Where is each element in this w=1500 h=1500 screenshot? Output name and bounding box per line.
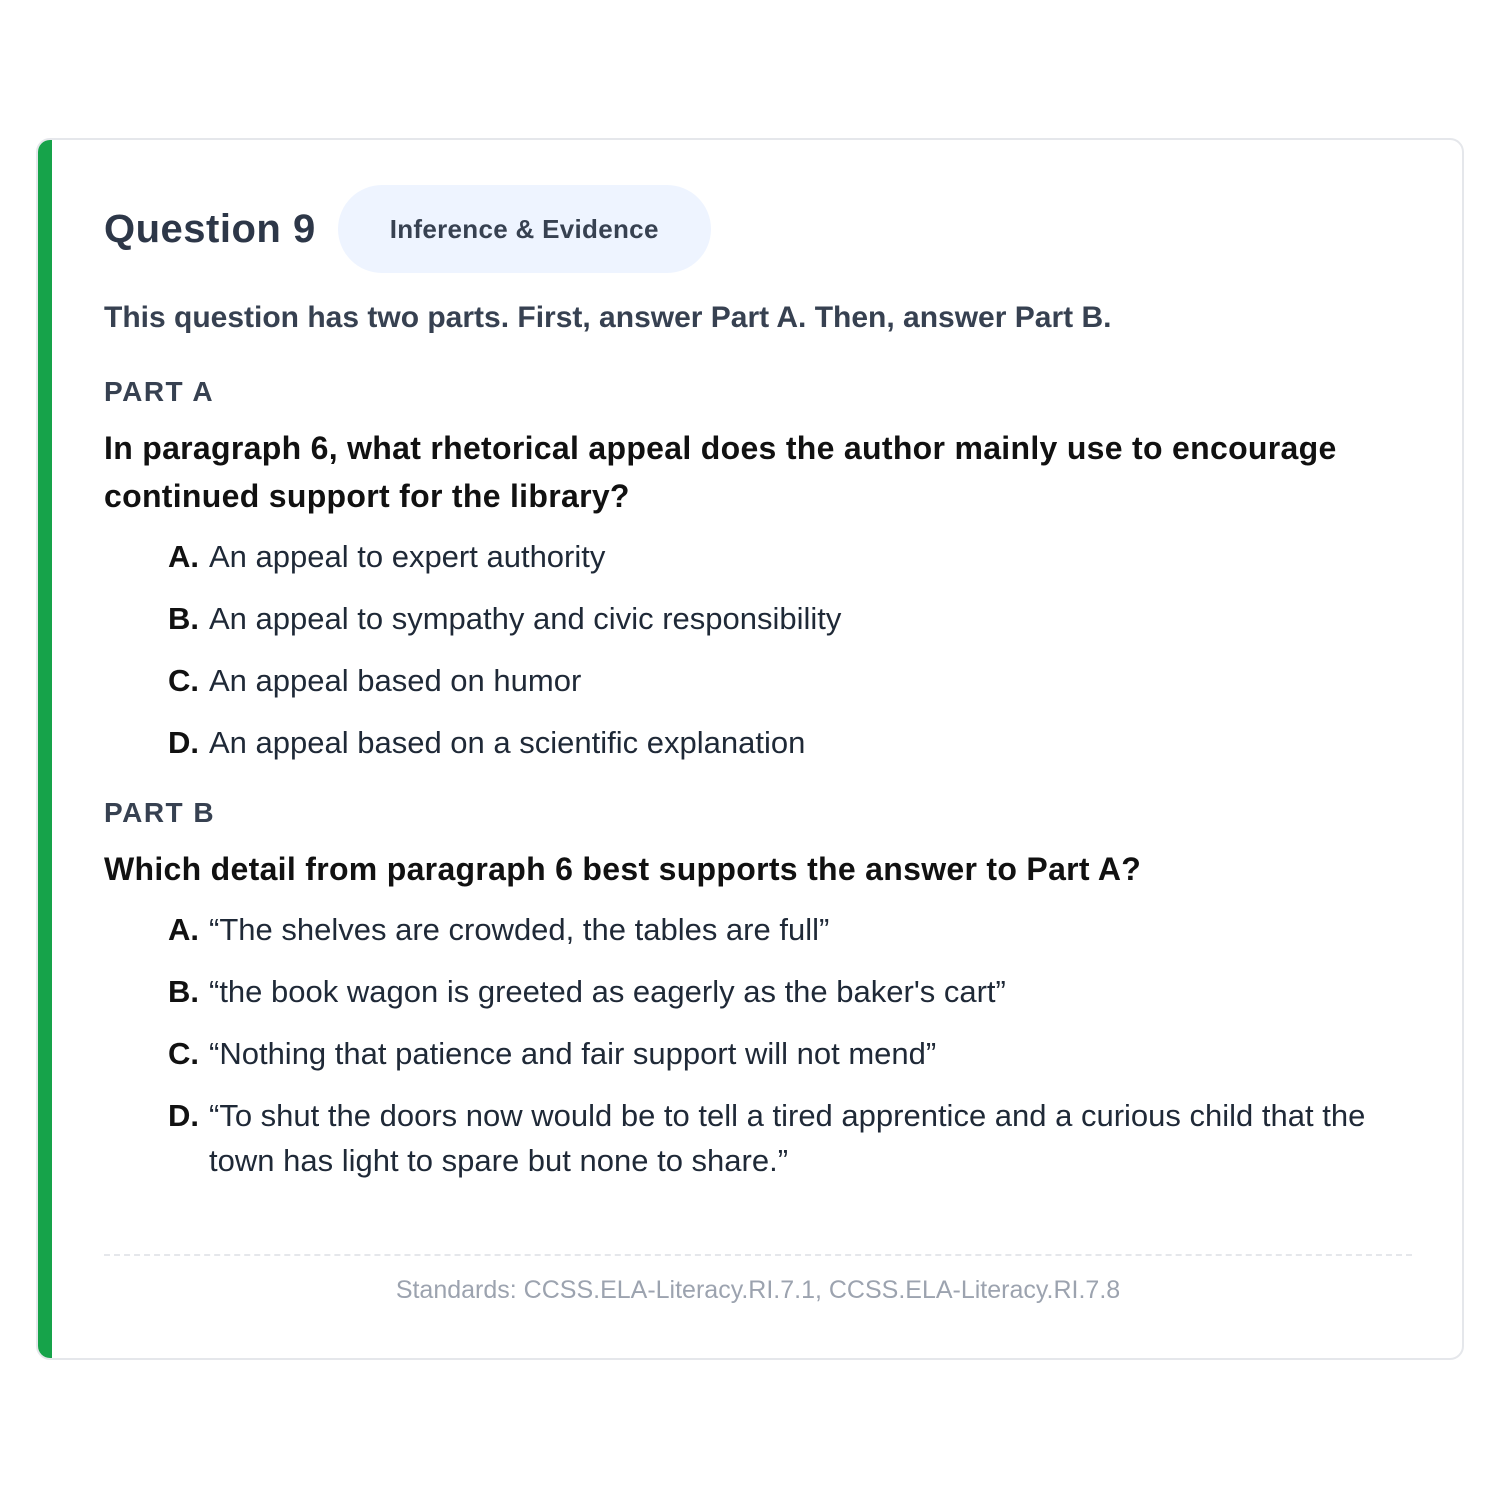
question-card — [36, 138, 1464, 1360]
part-b-choice-b[interactable] — [168, 969, 1414, 1014]
choice-letter: D. — [168, 725, 199, 760]
part-b-label: PART B — [104, 797, 216, 828]
part-b-choices — [104, 907, 1414, 1183]
part-a-choice-c[interactable] — [168, 658, 1414, 703]
choice-letter: B. — [168, 974, 199, 1009]
question-instructions: This question has two parts. First, answer Part A. Then, answer Part B. — [104, 301, 1112, 334]
choice-text: “To shut the doors now would be to tell a tired apprentice and a curious child that the town has light to spare but none to share.” — [209, 1098, 1366, 1178]
part-a-choice-d[interactable] — [168, 720, 1414, 765]
part-b-prompt: Which detail from paragraph 6 best supports the answer to Part A? — [104, 851, 1142, 887]
choice-letter: D. — [168, 1098, 199, 1133]
choice-letter: A. — [168, 539, 199, 574]
choice-text: An appeal based on a scientific explanation — [209, 725, 806, 760]
choice-text: “the book wagon is greeted as eagerly as the baker's cart” — [209, 974, 1006, 1009]
question-content — [104, 184, 1414, 1200]
choice-text: “The shelves are crowded, the tables are full” — [209, 912, 830, 947]
part-a-label: PART A — [104, 376, 215, 407]
part-a-choices — [104, 534, 1414, 765]
category-badge: Inference & Evidence — [338, 185, 711, 273]
part-a-prompt: In paragraph 6, what rhetorical appeal does the author mainly use to encourage continued support for the library? — [104, 430, 1337, 514]
question-title: Question 9 — [104, 206, 316, 251]
accent-bar — [38, 140, 52, 1358]
part-b-choice-c[interactable] — [168, 1031, 1414, 1076]
choice-text: An appeal to expert authority — [209, 539, 606, 574]
choice-text: An appeal to sympathy and civic responsibility — [209, 601, 842, 636]
part-a-choice-b[interactable] — [168, 596, 1414, 641]
part-a-choice-a[interactable] — [168, 534, 1414, 579]
choice-text: An appeal based on humor — [209, 663, 582, 698]
part-b-choice-a[interactable] — [168, 907, 1414, 952]
standards-text: Standards: CCSS.ELA-Literacy.RI.7.1, CCSS.ELA-Literacy.RI.7.8 — [395, 1276, 1121, 1304]
choice-letter: C. — [168, 1036, 199, 1071]
choice-letter: B. — [168, 601, 199, 636]
choice-text: “Nothing that patience and fair support will not mend” — [209, 1036, 937, 1071]
question-header — [104, 184, 1414, 274]
choice-letter: A. — [168, 912, 199, 947]
choice-letter: C. — [168, 663, 199, 698]
part-b-choice-d[interactable] — [168, 1093, 1414, 1183]
footer-divider — [104, 1254, 1412, 1256]
